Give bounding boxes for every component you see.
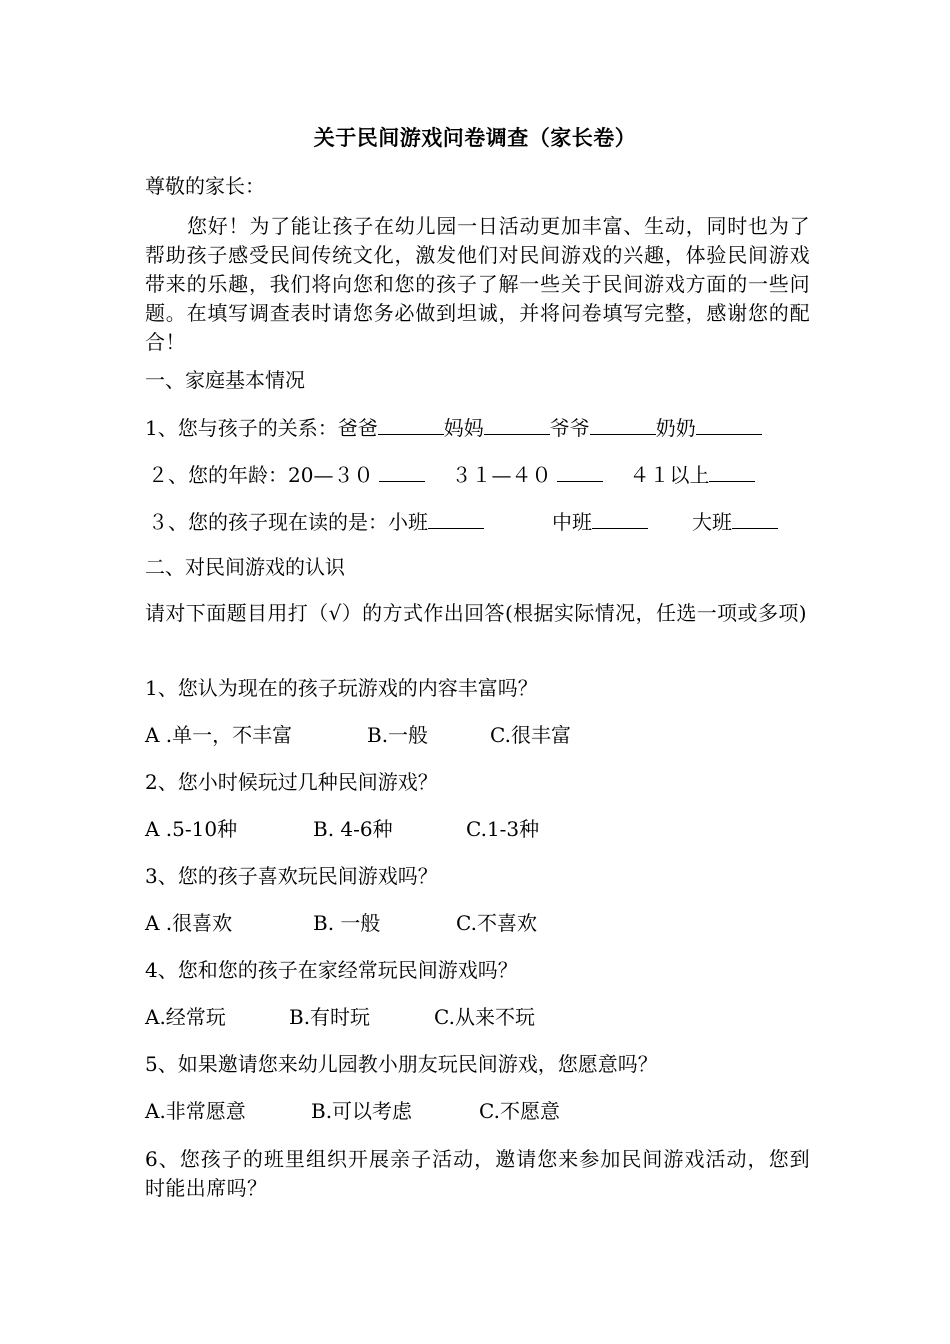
answer-blank[interactable]: [557, 459, 603, 482]
answer-blank[interactable]: [709, 459, 755, 482]
option-b[interactable]: B. 4-6种: [313, 817, 393, 841]
intro-paragraph: 您好！为了能让孩子在幼儿园一日活动更加丰富、生动，同时也为了帮助孩子感受民间传统文化，激发他们对民间游戏的兴趣，体验民间游戏带来的乐趣，我们将向您和您的孩子了解一些关于民间游戏方面的一些问题。在填写调查表时请您务必做到坦诚，并将问卷填写完整，感谢您的配合！: [145, 214, 810, 354]
question-text: 3、您的孩子喜欢玩民间游戏吗？: [145, 864, 438, 888]
answer-blank[interactable]: [732, 506, 778, 529]
question-text: 1、您认为现在的孩子玩游戏的内容丰富吗？: [145, 676, 538, 700]
question-text: 5、如果邀请您来幼儿园教小朋友玩民间游戏，您愿意吗？: [145, 1052, 658, 1076]
section2-heading: 二、对民间游戏的认识: [145, 555, 345, 579]
option-label: 爸爸: [337, 416, 378, 440]
question-text: 6、您孩子的班里组织开展亲子活动，邀请您来参加民间游戏活动，您到时能出席吗？: [145, 1147, 810, 1200]
option-c[interactable]: C.1-3种: [466, 817, 540, 841]
answer-blank[interactable]: [484, 412, 550, 435]
option-a[interactable]: A .很喜欢: [145, 911, 233, 935]
answer-blank[interactable]: [378, 412, 444, 435]
question-prefix: 1、您与孩子的关系：: [145, 416, 338, 440]
option-label: ３１—４０: [451, 463, 552, 487]
option-a[interactable]: A.经常玩: [145, 1005, 226, 1029]
section1-heading: 一、家庭基本情况: [145, 368, 305, 392]
option-a[interactable]: A .单一，不丰富: [145, 723, 293, 747]
relationship-question: [145, 412, 762, 442]
class-question: [148, 506, 778, 536]
answer-blank[interactable]: [428, 506, 484, 529]
option-label: 妈妈: [443, 416, 484, 440]
option-c[interactable]: C.不愿意: [479, 1099, 560, 1123]
answer-blank[interactable]: [379, 459, 425, 482]
option-label: 中班: [552, 510, 592, 534]
option-a[interactable]: A .5-10种: [145, 817, 238, 841]
option-label: 爷爷: [549, 416, 590, 440]
instruction-paragraph: 请对下面题目用打（√）的方式作出回答(根据实际情况，任选一项或多项): [145, 601, 807, 625]
question-text: 2、您小时候玩过几种民间游戏？: [145, 770, 438, 794]
question-text: 4、您和您的孩子在家经常玩民间游戏吗？: [145, 958, 518, 982]
question-prefix: ３、您的孩子现在读的是：: [148, 510, 388, 534]
answer-blank[interactable]: [592, 506, 648, 529]
option-c[interactable]: C.不喜欢: [456, 911, 537, 935]
option-label: 大班: [692, 510, 732, 534]
option-label: 奶奶: [655, 416, 696, 440]
option-label: ４１以上: [629, 463, 710, 487]
option-b[interactable]: B.一般: [367, 723, 429, 747]
option-c[interactable]: C.从来不玩: [434, 1005, 535, 1029]
option-label: 小班: [388, 510, 428, 534]
option-b[interactable]: B.可以考虑: [311, 1099, 413, 1123]
page-title: 关于民间游戏问卷调查（家长卷）: [313, 125, 637, 150]
salutation: 尊敬的家长：: [145, 174, 265, 198]
option-label: 20—３０: [288, 463, 374, 487]
answer-blank[interactable]: [696, 412, 762, 435]
option-b[interactable]: B.有时玩: [289, 1005, 371, 1029]
question-prefix: ２、您的年龄：: [148, 463, 288, 487]
option-c[interactable]: C.很丰富: [490, 723, 571, 747]
age-question: [148, 459, 755, 489]
option-a[interactable]: A.非常愿意: [145, 1099, 246, 1123]
option-b[interactable]: B. 一般: [313, 911, 381, 935]
answer-blank[interactable]: [590, 412, 656, 435]
